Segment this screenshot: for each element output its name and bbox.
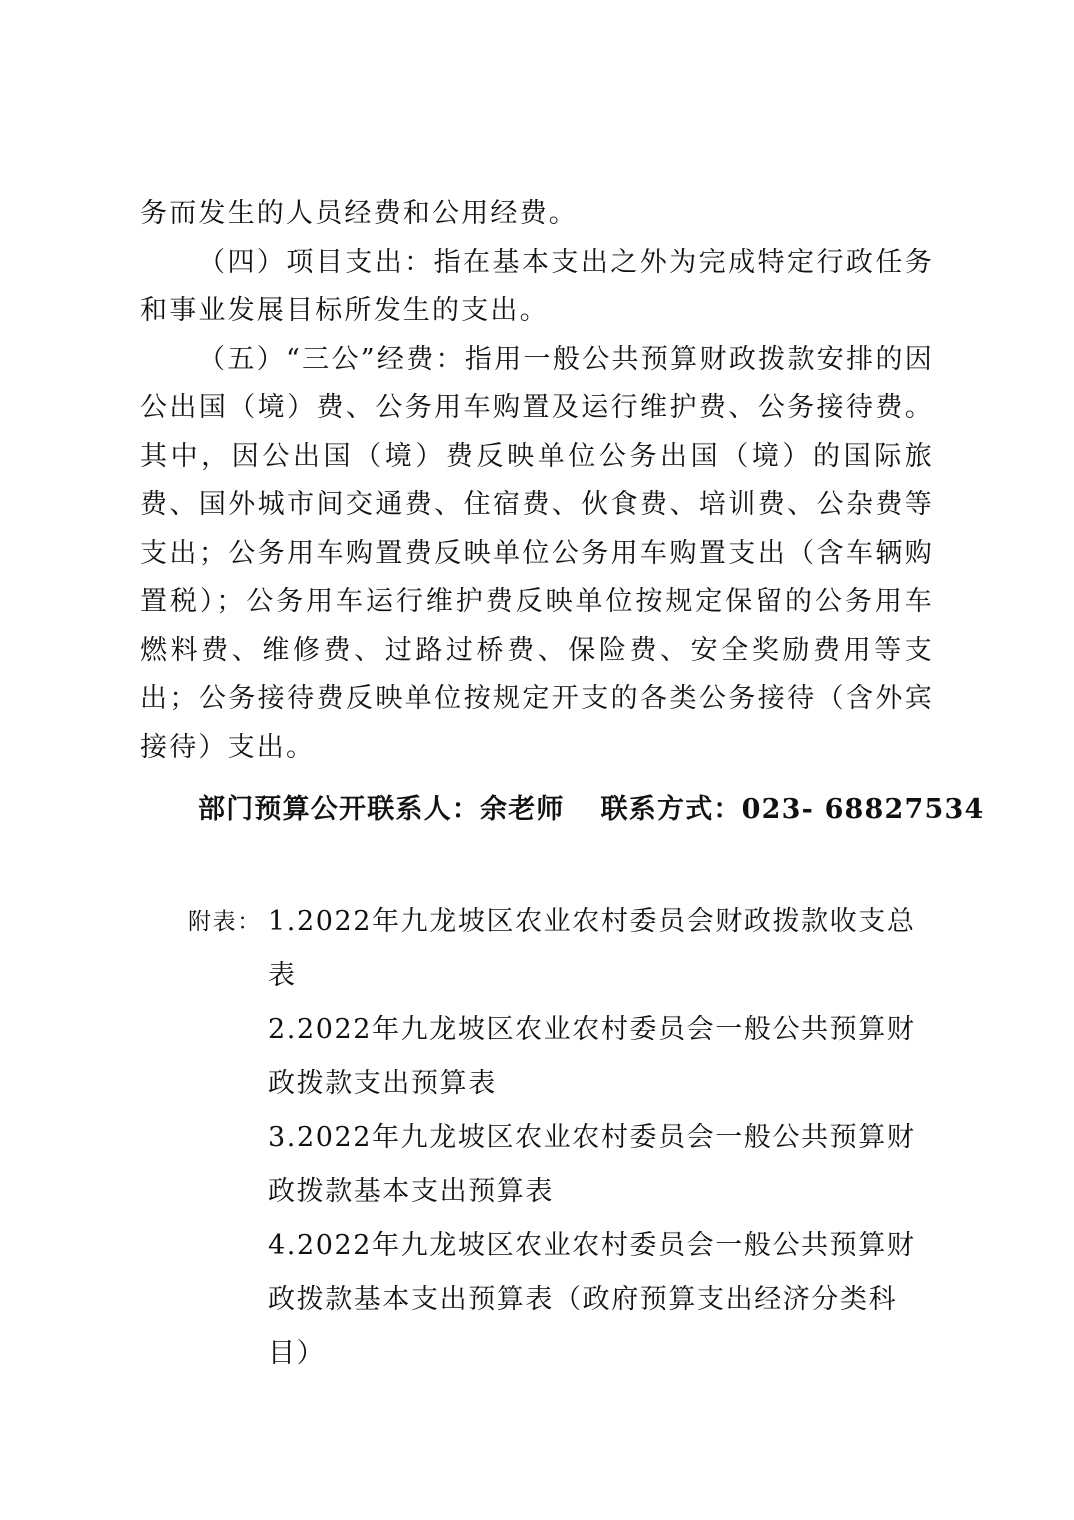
contact-person: 部门预算公开联系人：余老师 <box>198 794 565 825</box>
attachment-item-2: 2.2022年九龙坡区农业农村委员会一般公共预算财政拨款支出预算表 <box>268 1014 916 1099</box>
definitions-section <box>140 190 934 772</box>
attachments-list <box>188 895 948 1381</box>
contact-method: 联系方式：023- 68827534 <box>600 794 985 825</box>
attachment-row-1 <box>188 895 948 1003</box>
attachment-item-3: 3.2022年九龙坡区农业农村委员会一般公共预算财政拨款基本支出预算表 <box>268 1122 916 1207</box>
contact-line <box>198 786 985 834</box>
attachment-item-4: 4.2022年九龙坡区农业农村委员会一般公共预算财政拨款基本支出预算表（政府预算支出经济分类科目） <box>268 1230 916 1369</box>
attachments-label: 附表： <box>188 909 262 935</box>
paragraph-basic-expense-continuation: 务而发生的人员经费和公用经费。 <box>140 198 578 229</box>
attachment-item-1: 1.2022年九龙坡区农业农村委员会财政拨款收支总表 <box>268 906 916 991</box>
paragraph-three-public-expenses: （五）“三公”经费：指用一般公共预算财政拨款安排的因公出国（境）费、公务用车购置及运行维护费、公务接待费。其中，因公出国（境）费反映单位公务出国（境）的国际旅费、国外城市间交通费、住宿费、伙食费、培训费、公杂费等支出；公务用车购置费反映单位公务用车购置支出（含车辆购置税）；公务用车运行维护费反映单位按规定保留的公务用车燃料费、维修费、过路过桥费、保险费、安全奖励费用等支出；公务接待费反映单位按规定开支的各类公务接待（含外宾接待）支出。 <box>140 343 934 763</box>
paragraph-project-expense: （四）项目支出：指在基本支出之外为完成特定行政任务和事业发展目标所发生的支出。 <box>140 246 934 326</box>
